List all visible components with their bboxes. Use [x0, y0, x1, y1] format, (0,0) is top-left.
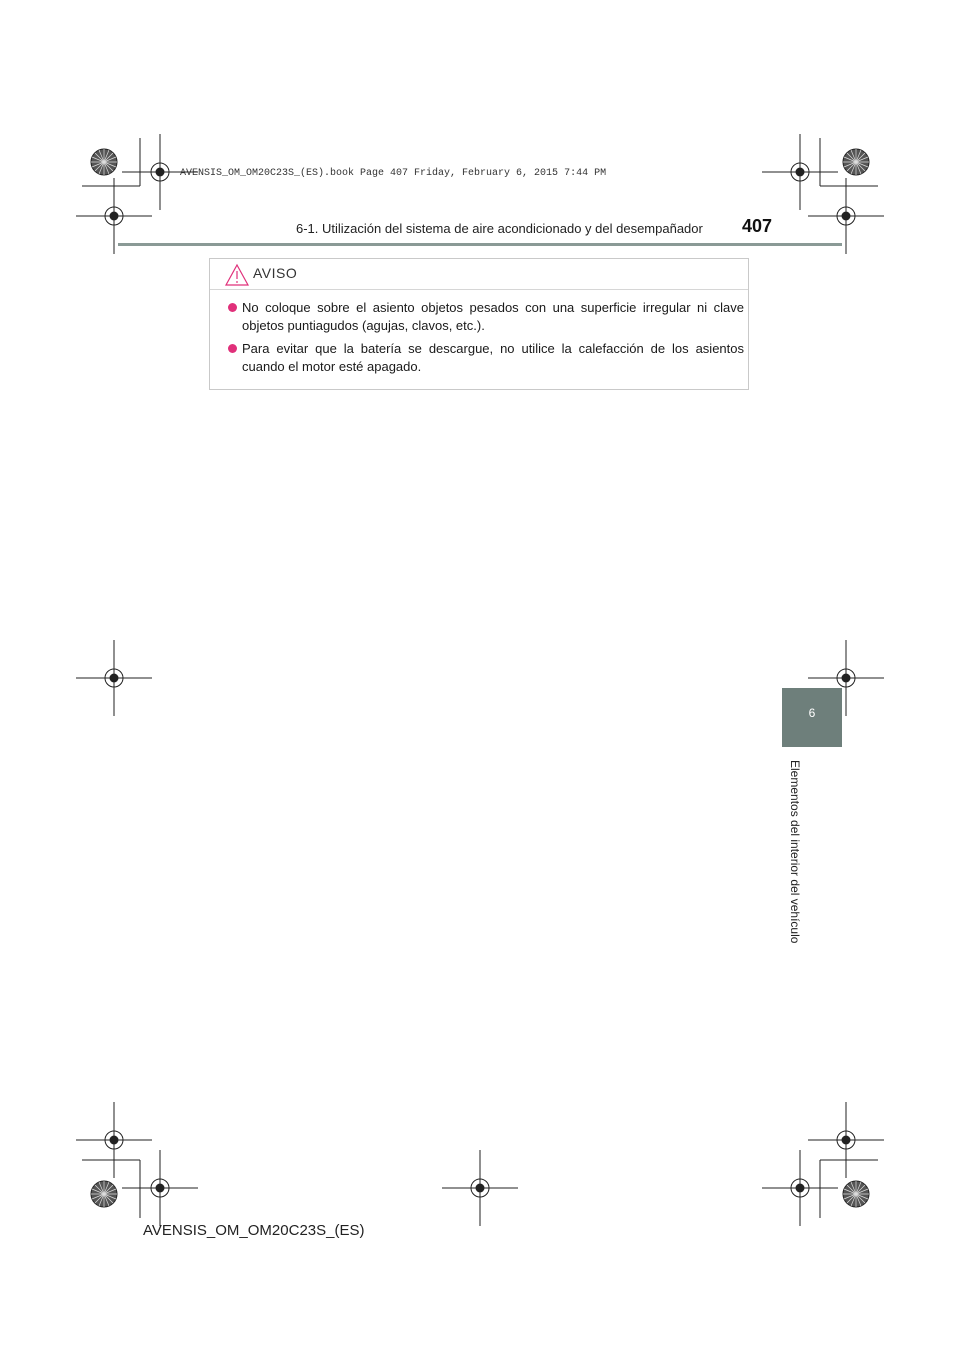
- list-item: [228, 299, 744, 335]
- chapter-label: Elementos del interior del vehículo: [788, 760, 802, 944]
- warning-box: [209, 258, 749, 390]
- book-header: AVENSIS_OM_OM20C23S_(ES).book Page 407 Friday, February 6, 2015 7:44 PM: [180, 168, 607, 179]
- warning-triangle-icon: [224, 263, 250, 287]
- warning-header: [210, 259, 748, 290]
- warning-item-text: No coloque sobre el asiento objetos pesados con una superficie irregular ni clave objetos puntiagudos (agujas, clavos, etc.).: [242, 300, 744, 333]
- warning-title: AVISO: [253, 265, 298, 281]
- list-item: [228, 340, 744, 376]
- footer-code: AVENSIS_OM_OM20C23S_(ES): [143, 1222, 365, 1239]
- bullet-icon: [228, 303, 237, 312]
- warning-item-text: Para evitar que la batería se descargue, no utilice la calefacción de los asientos cuando el motor esté apagado.: [242, 341, 744, 374]
- section-title: 6-1. Utilización del sistema de aire acondicionado y del desempañador: [296, 221, 703, 236]
- bullet-icon: [228, 344, 237, 353]
- page-number: 407: [742, 216, 773, 236]
- chapter-number: 6: [808, 706, 816, 720]
- warning-list: [228, 299, 744, 381]
- chapter-tab: [782, 688, 842, 747]
- header-rule: [118, 243, 842, 246]
